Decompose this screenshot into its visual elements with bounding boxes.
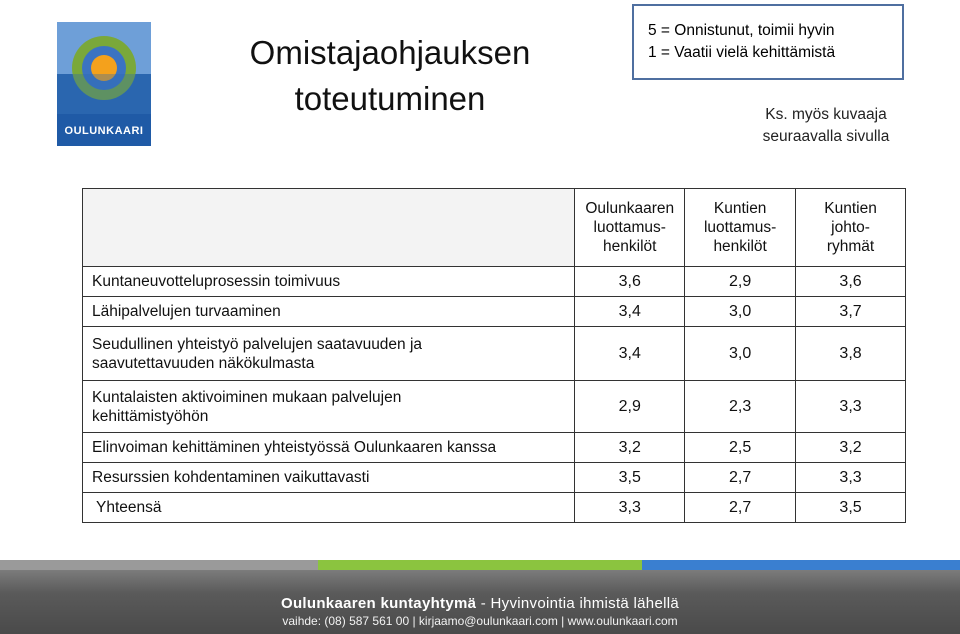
results-table — [82, 188, 906, 523]
table-header-row — [83, 189, 906, 267]
scale-legend — [632, 4, 904, 80]
row-label: Resurssien kohdentaminen vaikuttavasti — [83, 463, 575, 493]
value-cell: 3,5 — [796, 493, 906, 523]
footer-slogan: - Hyvinvointia ihmistä lähellä — [476, 595, 679, 612]
value-cell: 3,2 — [575, 433, 685, 463]
scale-legend-line-1: 5 = Onnistunut, toimii hyvin — [648, 22, 835, 39]
title-line-2: toteutuminen — [294, 80, 486, 117]
page-title — [225, 30, 555, 122]
row-label: Seudullinen yhteistyö palvelujen saatavuuden ja saavutettavuuden näkökulmasta — [83, 327, 575, 381]
footer-strip-gray — [0, 560, 318, 570]
header-oulunkaaren-luottamushenkilot: Oulunkaaren luottamus- henkilöt — [575, 189, 685, 267]
table-row — [83, 327, 906, 381]
footer-strip-blue — [642, 560, 960, 570]
oulunkaari-logo — [57, 22, 151, 146]
table-total-row — [83, 493, 906, 523]
value-cell: 3,6 — [575, 267, 685, 297]
footer-org-line — [0, 595, 960, 612]
value-cell: 2,7 — [685, 463, 796, 493]
value-cell: 3,3 — [796, 463, 906, 493]
table-row — [83, 463, 906, 493]
row-label: Kuntalaisten aktivoiminen mukaan palvelujen kehittämistyöhön — [83, 381, 575, 433]
value-cell: 2,9 — [575, 381, 685, 433]
value-cell: 3,6 — [796, 267, 906, 297]
value-cell: 3,4 — [575, 327, 685, 381]
value-cell: 3,5 — [575, 463, 685, 493]
row-label: Kuntaneuvotteluprosessin toimivuus — [83, 267, 575, 297]
row-label-total: Yhteensä — [83, 493, 575, 523]
table-row — [83, 381, 906, 433]
footer-org-name: Oulunkaaren kuntayhtymä — [280, 595, 477, 612]
title-line-1: Omistajaohjauksen — [249, 34, 531, 71]
scale-legend-line-2: 1 = Vaatii vielä kehittämistä — [648, 44, 836, 61]
header-empty-cell — [83, 189, 575, 267]
value-cell: 3,3 — [796, 381, 906, 433]
value-cell: 3,2 — [796, 433, 906, 463]
header-kuntien-johtoryhmat: Kuntien johto- ryhmät — [796, 189, 906, 267]
note-line-2: seuraavalla sivulla — [762, 128, 890, 145]
logo-text: OULUNKAARI — [64, 125, 144, 137]
note-line-1: Ks. myös kuvaaja — [765, 106, 887, 123]
value-cell: 3,0 — [685, 297, 796, 327]
value-cell: 3,0 — [685, 327, 796, 381]
footer-strip-green — [318, 560, 642, 570]
chart-reference-note — [736, 104, 916, 148]
value-cell: 2,7 — [685, 493, 796, 523]
table-row — [83, 267, 906, 297]
footer-contact: vaihde: (08) 587 561 00 | kirjaamo@oulunkaari.com | www.oulunkaari.com — [282, 614, 678, 628]
row-label: Lähipalvelujen turvaaminen — [83, 297, 575, 327]
value-cell: 3,7 — [796, 297, 906, 327]
table-row — [83, 433, 906, 463]
value-cell: 2,3 — [685, 381, 796, 433]
value-cell: 3,3 — [575, 493, 685, 523]
table-row — [83, 297, 906, 327]
value-cell: 2,5 — [685, 433, 796, 463]
value-cell: 3,4 — [575, 297, 685, 327]
value-cell: 3,8 — [796, 327, 906, 381]
header-kuntien-luottamushenkilot: Kuntien luottamus- henkilöt — [685, 189, 796, 267]
row-label: Elinvoiman kehittäminen yhteistyössä Oulunkaaren kanssa — [83, 433, 575, 463]
value-cell: 2,9 — [685, 267, 796, 297]
